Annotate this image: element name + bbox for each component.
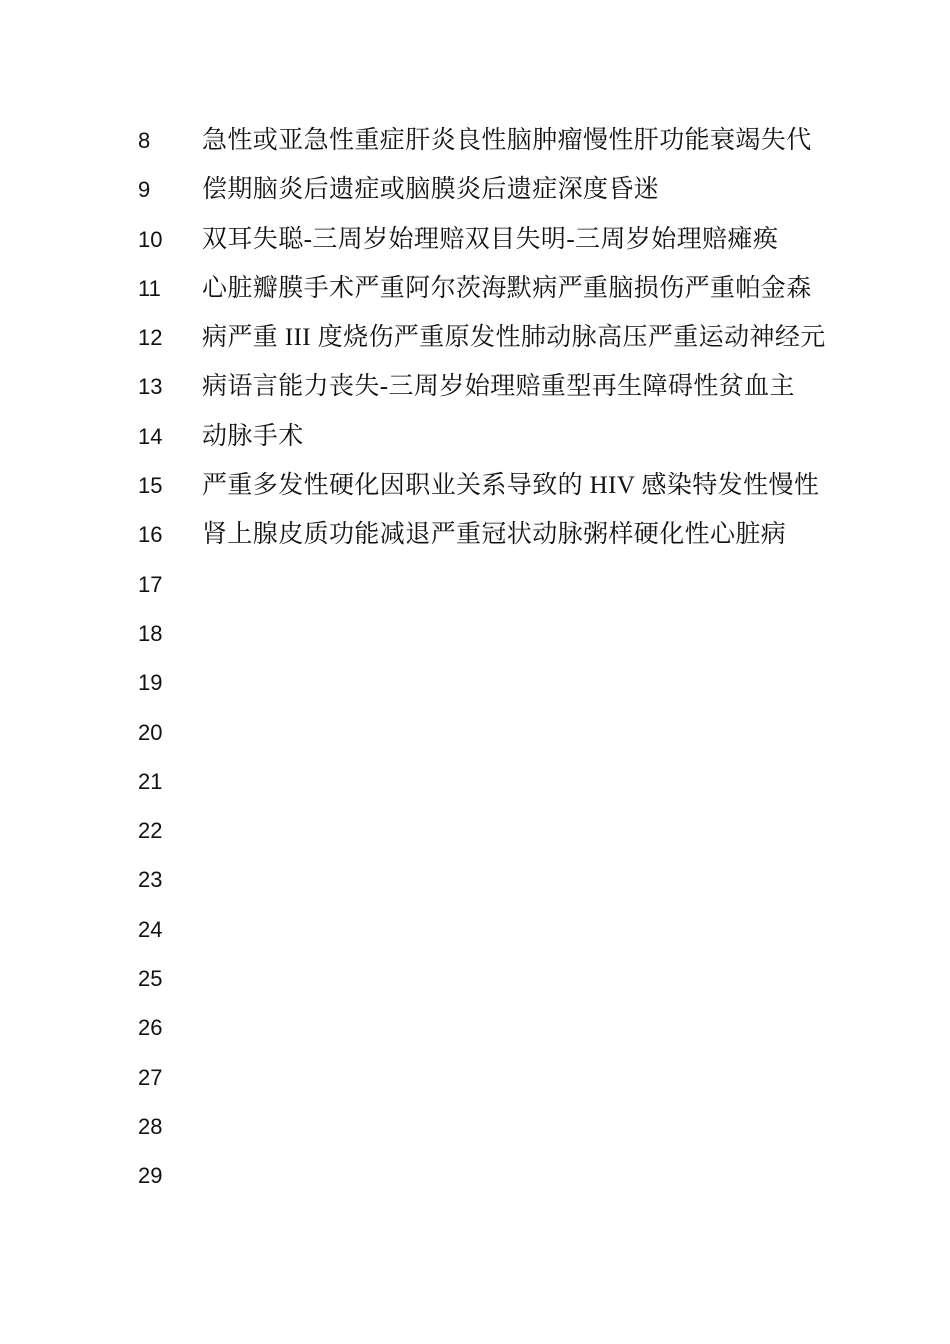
line-number: 19 [138, 670, 163, 696]
line-text: 严重多发性硬化因职业关系导致的 HIV 感染特发性慢性 [202, 472, 820, 500]
line-text: 肾上腺皮质功能减退严重冠状动脉粥样硬化性心脏病 [202, 521, 787, 549]
line-text: 动脉手术 [202, 422, 304, 450]
text-line [0, 116, 950, 165]
line-number: 22 [138, 818, 163, 844]
line-number: 27 [138, 1064, 163, 1090]
line-text: 双耳失聪-三周岁始理赔双目失明-三周岁始理赔瘫痪 [202, 225, 779, 253]
line-number: 17 [138, 571, 163, 597]
line-text: 病严重 III 度烧伤严重原发性肺动脉高压严重运动神经元 [202, 324, 826, 352]
line-number: 21 [138, 768, 163, 794]
text-line [0, 215, 950, 264]
text-line [0, 757, 950, 806]
line-number: 12 [138, 325, 163, 351]
line-number: 16 [138, 522, 163, 548]
line-number: 26 [138, 1015, 163, 1041]
numbered-lines [0, 116, 950, 1201]
text-line [0, 313, 950, 362]
text-line [0, 165, 950, 214]
line-number: 9 [138, 177, 151, 203]
line-number: 23 [138, 867, 163, 893]
text-line [0, 362, 950, 411]
text-line [0, 905, 950, 954]
line-number: 28 [138, 1113, 163, 1139]
text-line [0, 609, 950, 658]
text-line [0, 560, 950, 609]
text-line [0, 806, 950, 855]
text-line [0, 855, 950, 904]
line-number: 15 [138, 473, 163, 499]
line-number: 13 [138, 374, 163, 400]
text-line [0, 461, 950, 510]
text-line [0, 1003, 950, 1052]
text-line [0, 1151, 950, 1200]
line-number: 11 [138, 275, 161, 301]
line-number: 8 [138, 128, 151, 153]
line-number: 14 [138, 423, 163, 449]
text-line [0, 658, 950, 707]
line-number: 29 [138, 1163, 163, 1189]
text-line [0, 510, 950, 559]
line-text: 偿期脑炎后遗症或脑膜炎后遗症深度昏迷 [202, 176, 660, 204]
text-line [0, 708, 950, 757]
line-text: 病语言能力丧失-三周岁始理赔重型再生障碍性贫血主 [202, 373, 795, 401]
text-line [0, 1053, 950, 1102]
line-number: 18 [138, 620, 163, 646]
line-number: 24 [138, 916, 163, 942]
line-number: 20 [138, 719, 163, 745]
text-line [0, 264, 950, 313]
line-number: 10 [138, 226, 163, 252]
text-line [0, 954, 950, 1003]
line-number: 25 [138, 966, 163, 992]
text-line [0, 1102, 950, 1151]
text-line [0, 412, 950, 461]
line-text: 急性或亚急性重症肝炎良性脑肿瘤慢性肝功能衰竭失代 [202, 127, 812, 154]
line-text: 心脏瓣膜手术严重阿尔茨海默病严重脑损伤严重帕金森 [202, 274, 812, 302]
